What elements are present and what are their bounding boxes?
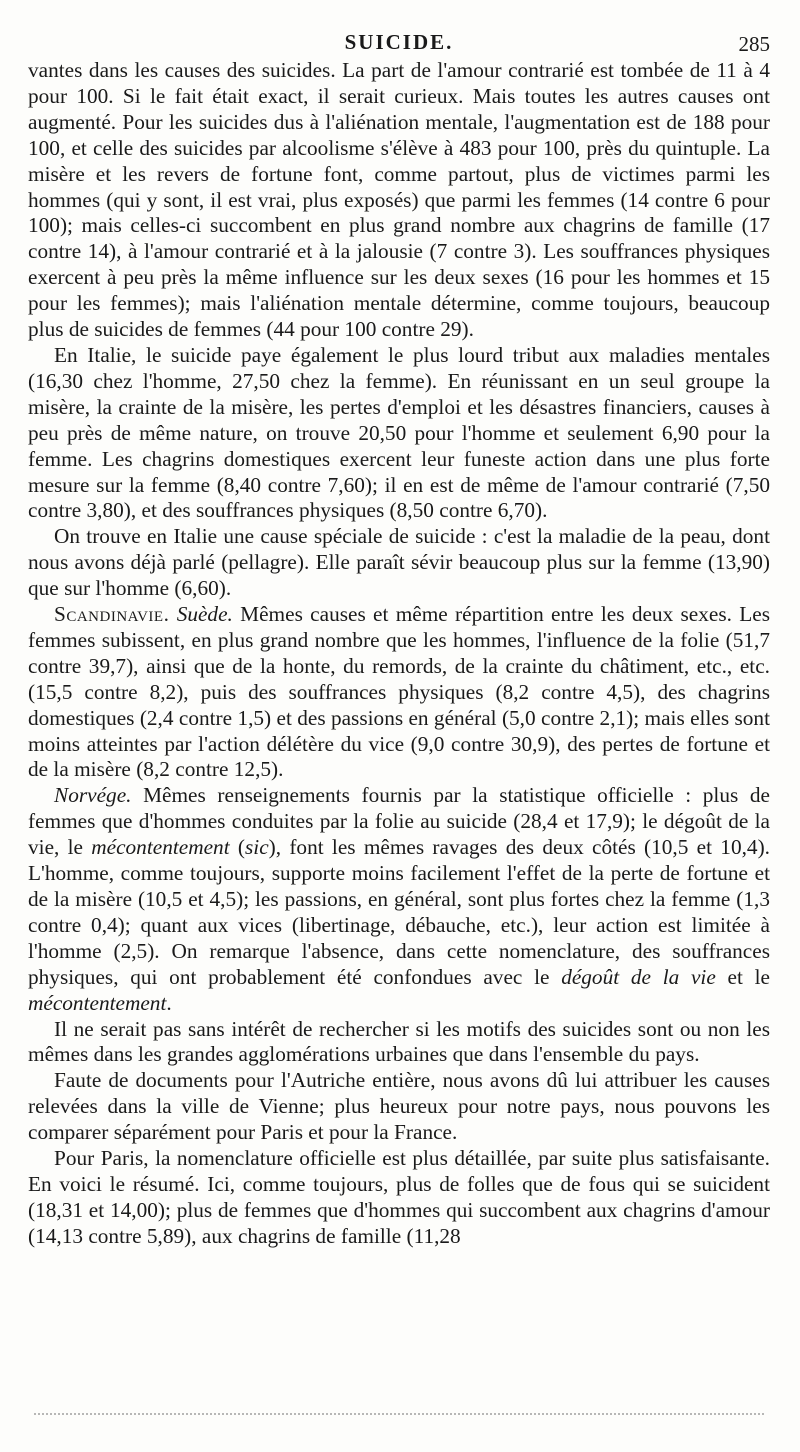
- paragraph-text: vantes dans les causes des suicides. La part de l'amour contrarié est tombée de 11 à 4 pour 100. Si le fait était exact, il serait curieux. Mais toutes les autres causes ont augmenté. Pour les suicides dus à l'aliénation mentale, l'augmentation est de 188 pour 100, et celle des suicides par alcoolisme s'élève à 483 pour 100, près du quintuple. La misère et les revers de fortune font, comme partout, plus de victimes parmi les hommes (qui y sont, il est vrai, plus exposés) que parmi les femmes (14 contre 6 pour 100); mais celles-ci succombent en plus grand nombre aux chagrins de famille (17 contre 14), à l'amour contrarié et à la jalousie (7 contre 3). Les souffrances physiques exercent à peu près la même influence sur les deux sexes (16 pour les hommes et 15 pour les femmes); mais l'aliénation mentale détermine, comme toujours, beaucoup plus de suicides de femmes (44 pour 100 contre 29).: [28, 58, 770, 342]
- body-text: [28, 58, 770, 1250]
- region-heading: Suède.: [176, 602, 233, 627]
- running-title: SUICIDE.: [344, 30, 454, 54]
- page-number: 285: [738, 32, 770, 56]
- paragraph-text: et le: [727, 964, 771, 989]
- paragraph-6: [28, 1017, 770, 1069]
- paragraph-text: (: [237, 835, 245, 860]
- paragraph-7: [28, 1068, 770, 1146]
- paragraph-3: [28, 524, 770, 602]
- scan-artifact-divider: [34, 1413, 764, 1423]
- paragraph-text: .: [166, 990, 172, 1015]
- paragraph-text: En Italie, le suicide paye également le plus lourd tribut aux maladies mentales (16,30 chez l'homme, 27,50 chez la femme). En réunissant en un seul groupe la misère, la crainte de la misère, les pertes d'emploi et les désastres financiers, causes à peu près de même nature, on trouve 20,50 pour l'homme et seulement 6,90 pour la femme. Les chagrins domestiques exercent leur funeste action dans une plus forte mesure sur la femme (8,40 contre 7,60); il en est de même de l'amour contrarié (7,50 contre 3,80), et des souffrances physiques (8,50 contre 6,70).: [28, 342, 770, 523]
- italic-term: mécontentement: [91, 835, 230, 860]
- paragraph-2: [28, 343, 770, 524]
- italic-term: sic: [244, 835, 269, 860]
- paragraph-5: [28, 783, 770, 1016]
- paragraph-text: Il ne serait pas sans intérêt de rechercher si les motifs des suicides sont ou non les mêmes dans les grandes agglomérations urbaines que dans l'ensemble du pays.: [28, 1016, 770, 1067]
- paragraph-text: Pour Paris, la nomenclature officielle est plus détaillée, par suite plus satisfaisante. En voici le résumé. Ici, comme toujours, plus de folles que de fous qui se suicident (18,31 et 14,00); plus de femmes que d'hommes qui succombent aux chagrins d'amour (14,13 contre 5,89), aux chagrins de famille (11,28: [28, 1146, 770, 1248]
- paragraph-text: Mêmes causes et même répartition entre les deux sexes. Les femmes subissent, en plus grand nombre que les hommes, l'influence de la folie (51,7 contre 39,7), ainsi que de la honte, du remords, de la crainte du châtiment, etc., etc. (15,5 contre 8,2), puis des souffrances physiques (8,2 contre 4,5), des chagrins domestiques (2,4 contre 1,5) et des passions en général (5,0 contre 2,1); mais elles sont moins atteintes par l'action délétère du vice (9,0 contre 30,9), des pertes de fortune et de la misère (8,2 contre 12,5).: [28, 602, 771, 782]
- country-heading: Scandinavie.: [54, 602, 170, 627]
- paragraph-text: ), font les mêmes ravages des deux côtés (10,5 et 10,4). L'homme, comme toujours, supporte moins facilement l'effet de la perte de fortune et de la misère (10,5 et 4,5); les passions, en général, sont plus fortes chez la femme (1,3 contre 0,4); quant aux vices (libertinage, débauche, etc.), leur action est limitée à l'homme (2,5). On remarque l'absence, dans cette nomenclature, des souffrances physiques, qui ont probablement été confondues avec le: [28, 835, 770, 989]
- italic-term: mécontentement: [28, 990, 167, 1015]
- running-head: [28, 30, 770, 56]
- paragraph-4: [28, 602, 770, 783]
- paragraph-text: Faute de documents pour l'Autriche entière, nous avons dû lui attribuer les causes relevées dans la ville de Vienne; plus heureux pour notre pays, nous pouvons les comparer séparément pour Paris et pour la France.: [28, 1068, 770, 1145]
- paragraph-1: [28, 58, 770, 343]
- italic-term: dégoût de la vie: [561, 964, 716, 989]
- region-heading: Norvége.: [54, 783, 132, 808]
- paragraph-text: On trouve en Italie une cause spéciale de suicide : c'est la maladie de la peau, dont nous avons déjà parlé (pellagre). Elle paraît sévir beaucoup plus sur la femme (13,90) que sur l'homme (6,60).: [28, 524, 770, 601]
- paragraph-8: [28, 1146, 770, 1250]
- paragraph-text: Mêmes renseignements fournis par la statistique officielle : plus de femmes que d'hommes conduites par la folie au suicide (28,4 et 17,9); le dégoût de la vie, le: [28, 783, 770, 860]
